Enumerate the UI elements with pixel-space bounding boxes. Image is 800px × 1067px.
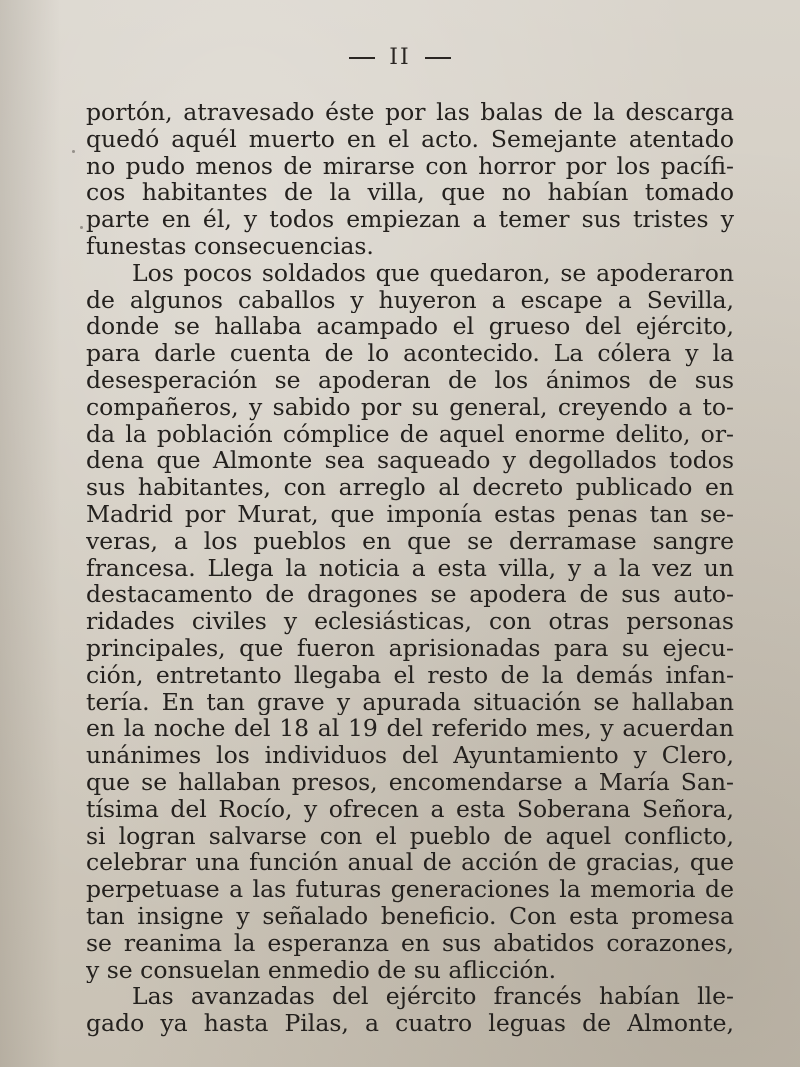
paragraph-end-line: funestas consecuencias. (86, 232, 374, 260)
paper-speck (80, 226, 83, 229)
text-line: tería. En tan grave y apurada situación se hallaban (86, 688, 734, 716)
text-line: destacamento de dragones se apodera de sus auto- (86, 581, 734, 609)
text-line: tan insigne y señalado beneficio. Con esta promesa (86, 902, 734, 930)
text-line: ción, entretanto llegaba el resto de la demás infan- (86, 661, 734, 689)
text-line: desesperación se apoderan de los ánimos de sus (86, 366, 734, 394)
text-line: donde se hallaba acampado el grueso del ejército, (86, 313, 734, 341)
paragraph-end-line: y se consuelan enmedio de su aflicción. (86, 956, 557, 984)
text-line: tísima del Rocío, y ofrecen a esta Soberana Señora, (86, 795, 734, 823)
text-line: principales, que fueron aprisionadas para su ejecu- (86, 634, 734, 662)
text-line: que se hallaban presos, encomendarse a María San- (86, 768, 734, 796)
text-line: cos habitantes de la villa, que no habían tomado (86, 179, 734, 207)
text-line: no pudo menos de mirarse con horror por los pacífi- (86, 152, 734, 180)
text-line: francesa. Llega la noticia a esta villa, y a la vez un (86, 554, 734, 582)
paper-speck (72, 150, 75, 153)
text-line: si logran salvarse con el pueblo de aquel conflicto, (86, 822, 734, 850)
header-left-dash (349, 57, 375, 59)
text-line: compañeros, y sabido por su general, creyendo a to- (86, 393, 734, 421)
text-line: unánimes los individuos del Ayuntamiento y Clero, (86, 742, 734, 769)
body-text (86, 99, 734, 1037)
text-line: se reanima la esperanza en sus abatidos corazones, (86, 929, 734, 957)
paragraph-start-line: Las avanzadas del ejército francés habían lle- (132, 983, 734, 1011)
text-line: Madrid por Murat, que imponía estas penas tan se- (86, 500, 734, 528)
text-line: de algunos caballos y huyeron a escape a Sevilla, (86, 286, 734, 314)
text-line: ridades civiles y eclesiásticas, con otras personas (86, 608, 734, 635)
page-number: II (389, 45, 411, 70)
text-line: quedó aquél muerto en el acto. Semejante atentado (86, 125, 734, 153)
text-line: perpetuase a las futuras generaciones la memoria de (86, 876, 734, 903)
header-right-dash (425, 57, 451, 59)
text-line: en la noche del 18 al 19 del referido mes, y acuerdan (86, 715, 734, 743)
text-line: da la población cómplice de aquel enorme delito, or- (86, 420, 734, 448)
text-line: sus habitantes, con arreglo al decreto publicado en (86, 474, 734, 501)
text-line: gado ya hasta Pilas, a cuatro leguas de Almonte, (86, 1010, 734, 1037)
page-header (0, 45, 800, 70)
text-line: parte en él, y todos empiezan a temer sus tristes y (86, 206, 734, 233)
text-line: veras, a los pueblos en que se derramase sangre (86, 527, 734, 555)
text-line: portón, atravesado éste por las balas de la descarga (86, 99, 734, 126)
text-line: dena que Almonte sea saqueado y degollados todos (86, 447, 734, 475)
paragraph-start-line: Los pocos soldados que quedaron, se apoderaron (132, 259, 734, 287)
text-line: para darle cuenta de lo acontecido. La cólera y la (86, 340, 734, 367)
text-line: celebrar una función anual de acción de gracias, que (86, 849, 734, 877)
